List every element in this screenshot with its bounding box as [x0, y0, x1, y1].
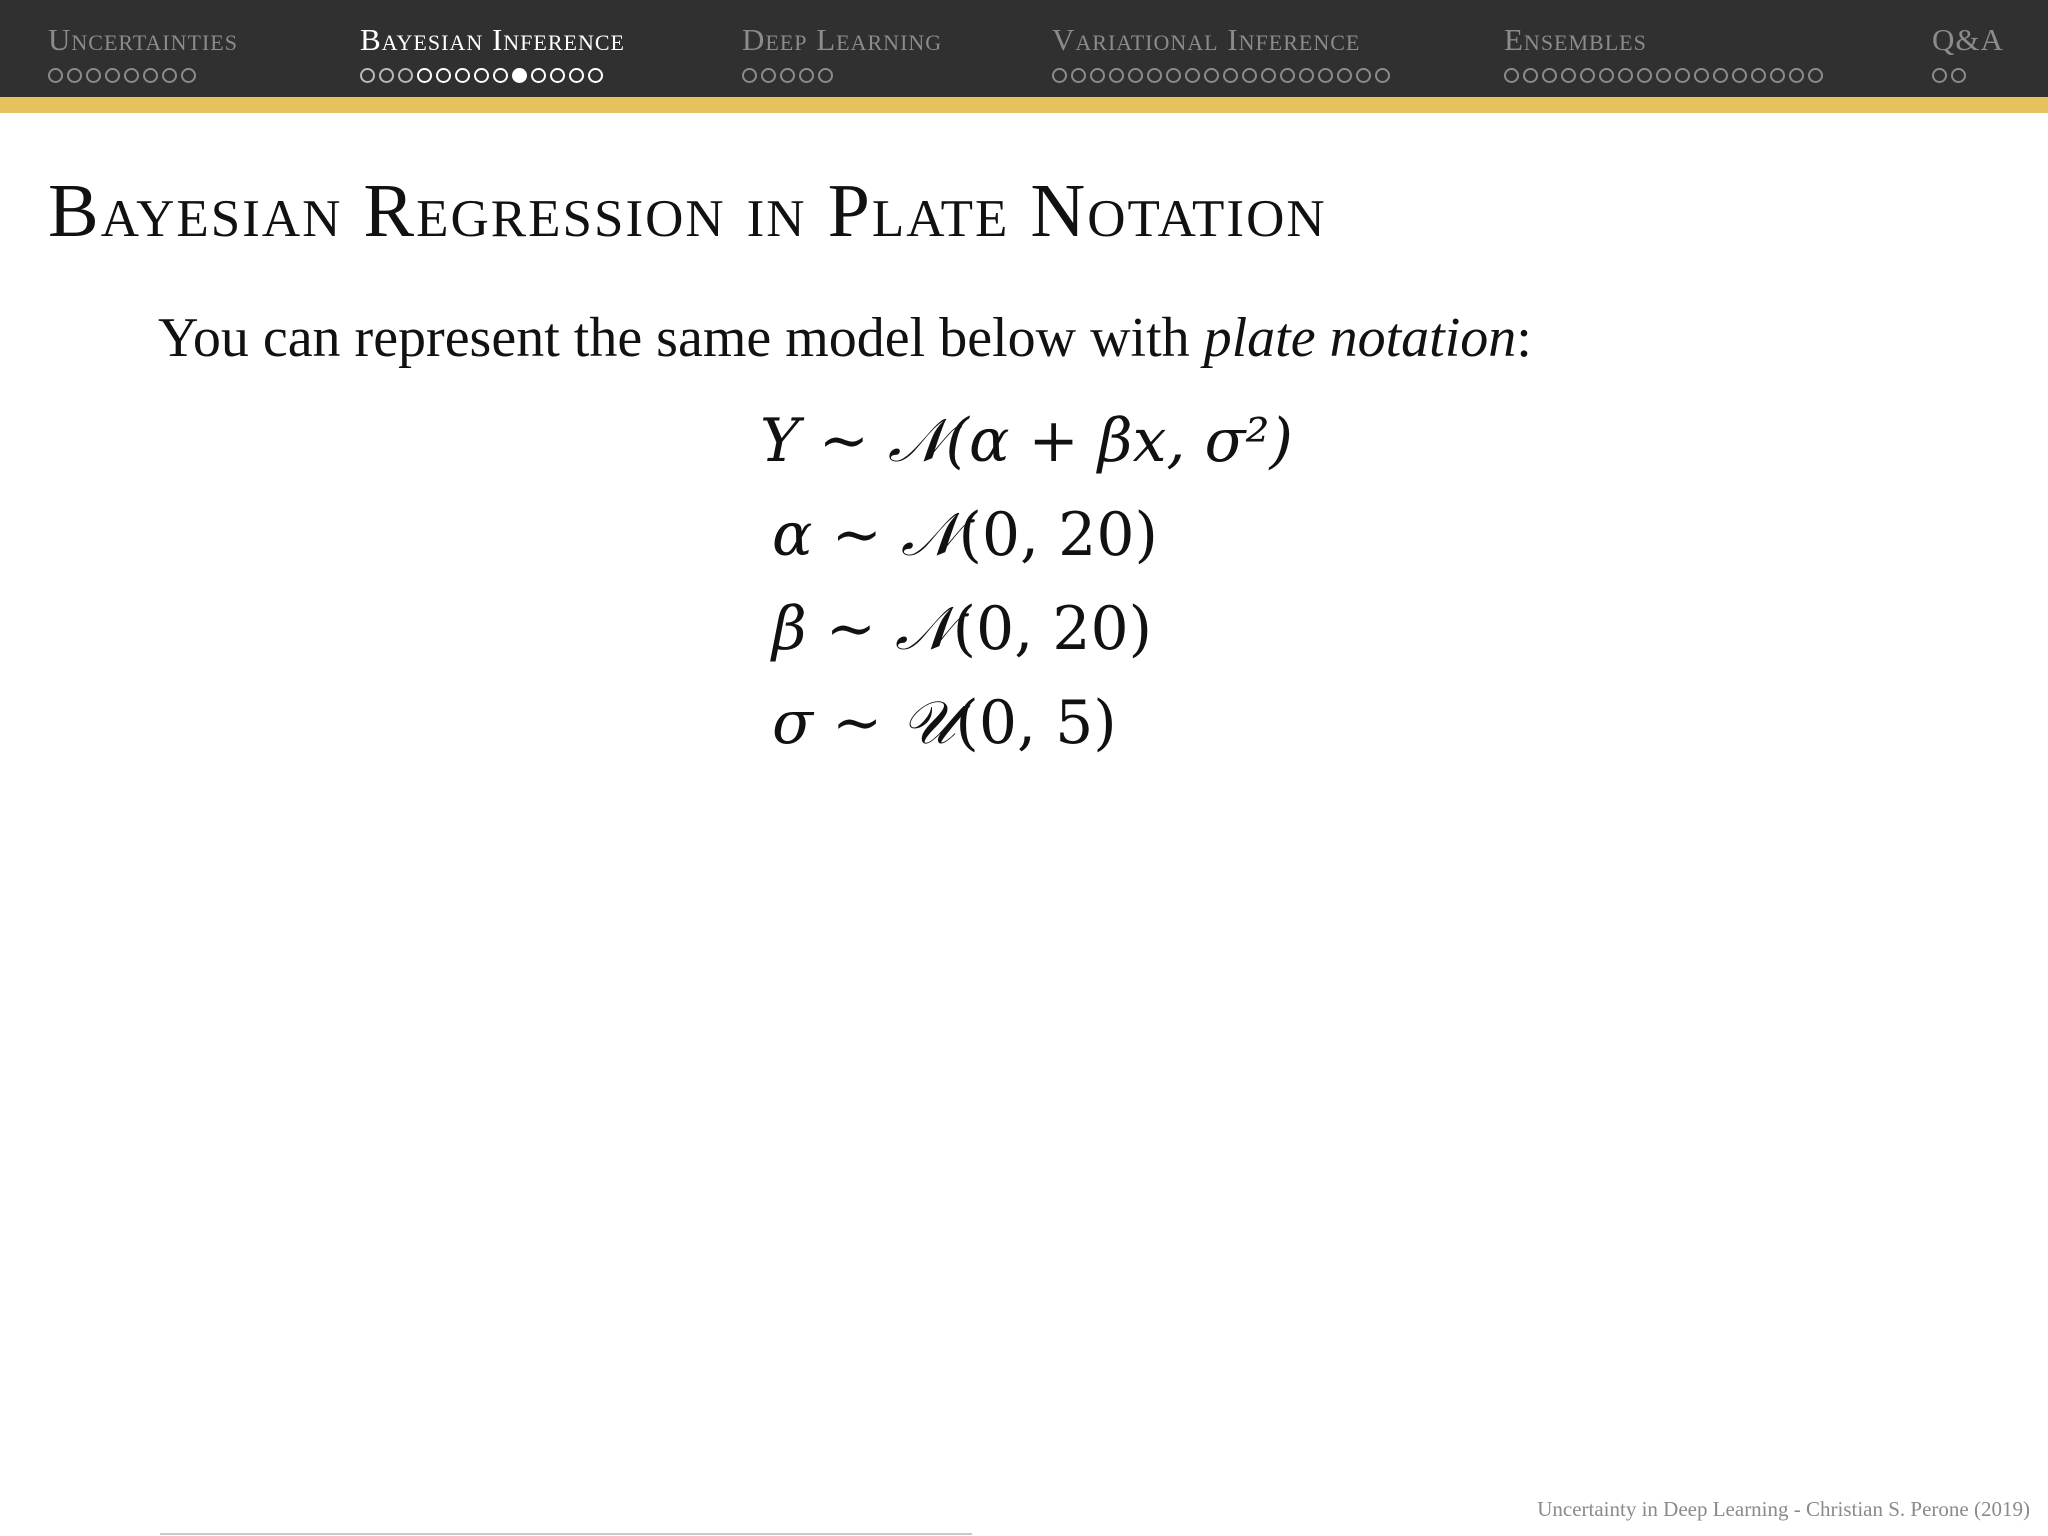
slide-dot[interactable] [1071, 68, 1086, 83]
slide-dot[interactable] [1637, 68, 1652, 83]
equation-args: (0, 20) [958, 500, 1158, 570]
slide-dot[interactable] [1504, 68, 1519, 83]
slide-dot[interactable] [799, 68, 814, 83]
equation-relation: ∼ [832, 688, 883, 758]
slide-dot[interactable] [1280, 68, 1295, 83]
equation-lhs: Y [760, 406, 800, 476]
slide-dot[interactable] [1542, 68, 1557, 83]
slide-dot[interactable] [124, 68, 139, 83]
slide-dot[interactable] [1694, 68, 1709, 83]
nav-section-label[interactable]: Deep Learning [742, 22, 943, 57]
slide-dot[interactable] [1318, 68, 1333, 83]
slide-dot[interactable] [1242, 68, 1257, 83]
nav-section-dots [1504, 68, 1823, 83]
nav-section-deep-learning[interactable] [742, 20, 942, 83]
nav-section-label[interactable]: Uncertainties [48, 22, 238, 57]
slide-dot[interactable] [1337, 68, 1352, 83]
nav-section-uncertainties[interactable] [48, 20, 238, 83]
intro-sentence [158, 306, 1532, 370]
slide-dot[interactable] [761, 68, 776, 83]
equation-lhs: β [772, 594, 807, 664]
slide-dot[interactable] [1770, 68, 1785, 83]
slide-dot[interactable] [1713, 68, 1728, 83]
equation-relation: ∼ [825, 594, 877, 664]
slide-dot[interactable] [1599, 68, 1614, 83]
slide-dot[interactable] [780, 68, 795, 83]
nav-section-qa[interactable] [1932, 20, 2004, 83]
equation-relation: ∼ [818, 406, 869, 476]
normal-distribution-symbol: 𝒩 [895, 596, 953, 662]
uniform-distribution-symbol: 𝒰 [901, 690, 956, 756]
nav-section-dots [1932, 68, 2004, 83]
slide-dot[interactable] [417, 68, 432, 83]
intro-emphasis: plate notation [1203, 307, 1517, 369]
slide-dot[interactable] [143, 68, 158, 83]
slide-dot[interactable] [1580, 68, 1595, 83]
slide-dot[interactable] [742, 68, 757, 83]
accent-stripe [0, 97, 2048, 113]
intro-text: You can represent the same model below with [158, 307, 1204, 369]
slide-dot[interactable] [398, 68, 413, 83]
slide-dot[interactable] [1789, 68, 1804, 83]
nav-section-ensembles[interactable] [1504, 20, 1823, 83]
slide-dot[interactable] [379, 68, 394, 83]
slide-dot[interactable] [550, 68, 565, 83]
normal-distribution-symbol: 𝒩 [888, 408, 946, 474]
slide-dot[interactable] [181, 68, 196, 83]
slide-dot[interactable] [48, 68, 63, 83]
intro-colon: : [1516, 307, 1532, 369]
slide-dot[interactable] [1223, 68, 1238, 83]
nav-section-bayesian-inference[interactable] [360, 20, 625, 83]
slide-dot[interactable] [360, 68, 375, 83]
slide-dot[interactable] [531, 68, 546, 83]
equation-args: (α + βx, σ²) [945, 406, 1293, 476]
nav-section-label[interactable]: Q&A [1932, 22, 2004, 57]
slide-dot[interactable] [1299, 68, 1314, 83]
equation-sigma-prior [772, 688, 1117, 758]
slide-dot[interactable] [1675, 68, 1690, 83]
slide-dot[interactable] [1751, 68, 1766, 83]
slide-dot[interactable] [162, 68, 177, 83]
slide-dot[interactable] [1166, 68, 1181, 83]
equation-relation: ∼ [831, 500, 882, 570]
slide-dot[interactable] [1808, 68, 1823, 83]
equation-lhs: α [772, 500, 813, 570]
slide-title: Bayesian Regression in Plate Notation [48, 169, 1327, 253]
nav-section-label[interactable]: Variational Inference [1052, 22, 1361, 57]
slide-dot[interactable] [1185, 68, 1200, 83]
equation-likelihood [760, 406, 1293, 476]
nav-section-dots [1052, 68, 1390, 83]
slide-dot[interactable] [1932, 68, 1947, 83]
slide-dot[interactable] [474, 68, 489, 83]
normal-distribution-symbol: 𝒩 [900, 502, 959, 568]
nav-section-variational-inference[interactable] [1052, 20, 1390, 83]
nav-section-dots [360, 68, 625, 83]
nav-section-dots [48, 68, 238, 83]
slide-dot[interactable] [1656, 68, 1671, 83]
slide-dot[interactable] [1375, 68, 1390, 83]
slide-dot[interactable] [436, 68, 451, 83]
nav-section-label[interactable]: Ensembles [1504, 22, 1647, 57]
equation-lhs: σ [772, 688, 813, 758]
slide-dot[interactable] [569, 68, 584, 83]
footer-credit: Uncertainty in Deep Learning - Christian S. Perone (2019) [1537, 1497, 2030, 1521]
equation-args: (0, 5) [955, 688, 1117, 758]
slide-dot[interactable] [1523, 68, 1538, 83]
slide-dot[interactable] [512, 68, 527, 83]
slide-dot[interactable] [455, 68, 470, 83]
slide-dot[interactable] [105, 68, 120, 83]
equation-alpha-prior [772, 500, 1158, 570]
slide-dot[interactable] [1204, 68, 1219, 83]
slide-dot[interactable] [1951, 68, 1966, 83]
slide-dot[interactable] [1618, 68, 1633, 83]
slide-dot[interactable] [1052, 68, 1067, 83]
slide-dot[interactable] [1090, 68, 1105, 83]
slide-dot[interactable] [1561, 68, 1576, 83]
slide-dot[interactable] [86, 68, 101, 83]
slide-dot[interactable] [1356, 68, 1371, 83]
slide-dot[interactable] [67, 68, 82, 83]
slide-dot[interactable] [493, 68, 508, 83]
slide-dot[interactable] [1261, 68, 1276, 83]
slide-dot[interactable] [1732, 68, 1747, 83]
slide-dot[interactable] [1109, 68, 1124, 83]
nav-section-label[interactable]: Bayesian Inference [360, 22, 625, 57]
slide-dot[interactable] [1128, 68, 1143, 83]
equation-beta-prior [772, 594, 1152, 664]
slide-progress-line [160, 1533, 972, 1535]
equation-args: (0, 20) [952, 594, 1153, 664]
section-navigation-bar [0, 0, 2048, 97]
slide-dot[interactable] [1147, 68, 1162, 83]
slide-dot[interactable] [588, 68, 603, 83]
slide-dot[interactable] [818, 68, 833, 83]
nav-section-dots [742, 68, 942, 83]
